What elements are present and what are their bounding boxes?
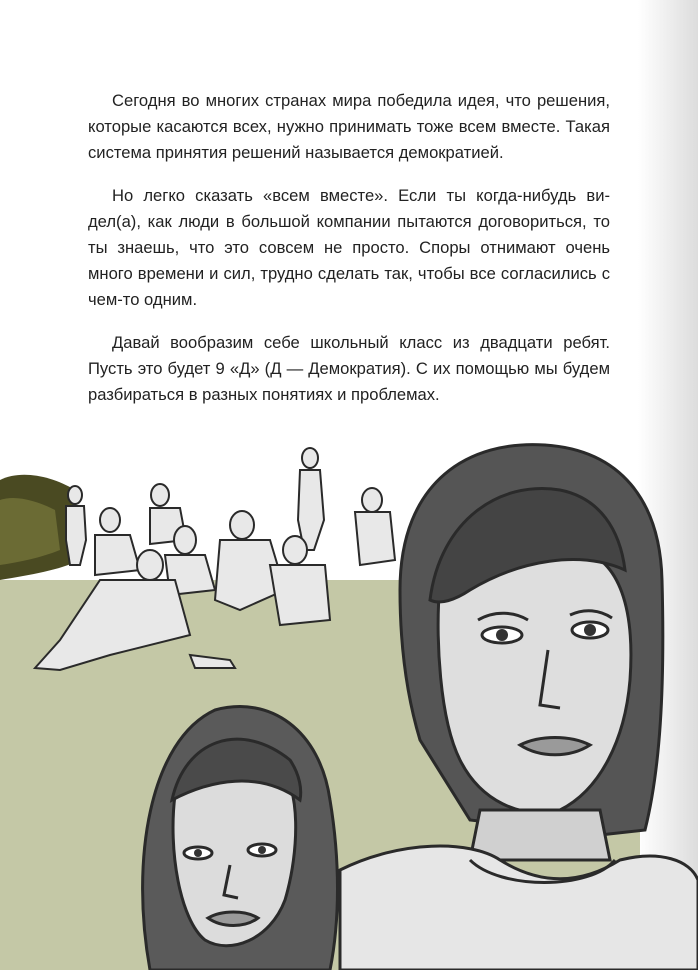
body-text — [88, 88, 610, 424]
comic-illustration — [0, 440, 698, 970]
paragraph-1: Сегодня во многих странах мира победила идея, что решения, которые касаются всех, нужно принимать тоже всем вместе. Такая система принятия решений называется демократией. — [88, 91, 610, 163]
paragraph-3: Давай вообразим себе школьный класс из двадцати ребят. Пусть это будет 9 «Д» (Д — Демократия). С их помощью мы будем разбираться в разных понятиях и проблемах. — [88, 332, 610, 405]
paragraph-2: Но легко сказать «всем вместе». Если ты когда-нибудь видел(а), как люди в большой компании пытаются договориться, то ты знаешь, что это совсем не просто. Споры отнимают очень много времени и сил, трудно сделать так, чтобы все согласились с чем-то одним. — [88, 185, 610, 310]
